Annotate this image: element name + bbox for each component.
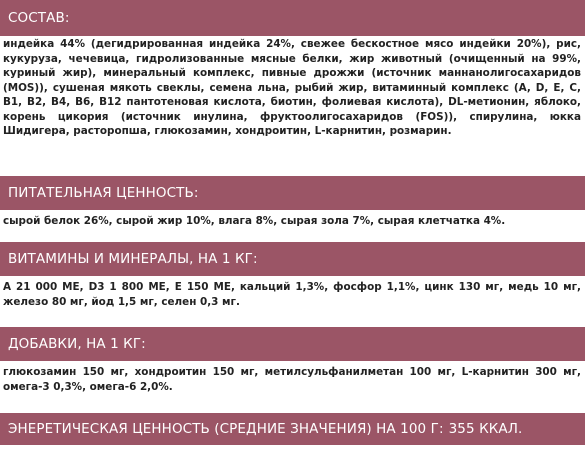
nutrition-header: [0, 176, 585, 210]
vitamins-header: [0, 242, 585, 276]
composition-title: СОСТАВ:: [8, 10, 70, 26]
nutrition-title: ПИТАТЕЛЬНАЯ ЦЕННОСТЬ:: [8, 185, 199, 201]
energy-header: [0, 413, 585, 445]
additives-title: ДОБАВКИ, НА 1 КГ:: [8, 336, 146, 352]
vitamins-title: ВИТАМИНЫ И МИНЕРАЛЫ, НА 1 КГ:: [8, 251, 258, 267]
composition-text: индейка 44% (дегидрированная индейка 24%, свежее бескостное мясо индейки 20%), рис, кукуруза, чечевица, гидролизованные мясные белки, жир животный (очищенный на 99%, куриный жир), минеральный комплекс, пивные дрожжи (источник маннанолигосахаридов (MOS)), сушеная мякоть свеклы, семена льна, рыбий жир, витаминный комплекс (A, D, E, C, B1, B2, B4, B6, B12 пантотеновая кислота, биотин, фолиевая кислота), DL-метионин, яблоко, корень цикория (источник инулина, фруктоолигосахаридов (FOS)), спирулина, юкка Шидигера, расторопша, глюкозамин, хондроитин, L-карнитин, розмарин.: [3, 38, 581, 137]
energy-title: ЭНЕРЕТИЧЕСКАЯ ЦЕННОСТЬ (СРЕДНИЕ ЗНАЧЕНИЯ) НА 100 Г:: [8, 421, 444, 437]
additives-text: глюкозамин 150 мг, хондроитин 150 мг, метилсульфанилметан 100 мг, L-карнитин 300 мг, омега-3 0,3%, омега-6 2,0%.: [3, 366, 581, 393]
additives-header: [0, 327, 585, 361]
composition-header: [0, 0, 585, 36]
nutrition-text: сырой белок 26%, сырой жир 10%, влага 8%, сырая зола 7%, сырая клетчатка 4%.: [3, 215, 506, 227]
energy-value: 355 ККАЛ.: [448, 421, 523, 437]
vitamins-text: A 21 000 ME, D3 1 800 ME, E 150 ME, кальций 1,3%, фосфор 1,1%, цинк 130 мг, медь 10 мг, железо 80 мг, йод 1,5 мг, селен 0,3 мг.: [3, 281, 581, 308]
